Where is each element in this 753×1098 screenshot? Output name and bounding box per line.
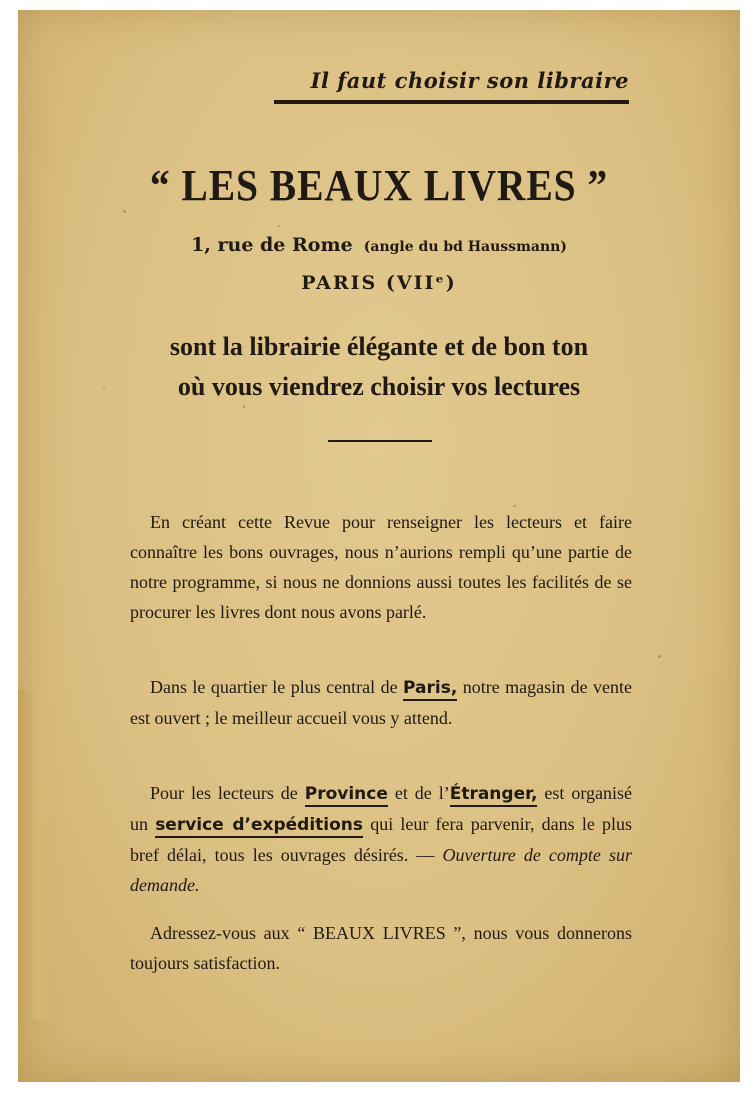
- torn-edge: [18, 690, 52, 1020]
- paragraph-store: [130, 672, 632, 733]
- highlight-service: service d’expéditions: [155, 815, 363, 838]
- paper-speck: [658, 655, 661, 658]
- header-tagline: Il faut choisir son libraire: [310, 68, 629, 93]
- document-page: [18, 10, 740, 1082]
- highlight-etranger: Étranger,: [450, 784, 538, 807]
- paragraph-text: et de l’: [387, 783, 450, 803]
- paragraph-text: Pour les lecteurs de: [150, 783, 305, 803]
- page-title: “ LES BEAUX LIVRES ”: [149, 161, 609, 210]
- address-note: (angle du bd Haussmann): [363, 239, 567, 255]
- header-underline: [274, 100, 629, 104]
- paper-speck: [123, 210, 126, 213]
- paragraph-text: notre magasin de vente est ouvert ; le meilleur accueil vous y attend.: [130, 677, 632, 728]
- paper-speck: [243, 405, 245, 408]
- highlight-paris: Paris,: [403, 678, 457, 701]
- paragraph-text: Dans le quartier le plus central de: [150, 677, 404, 697]
- section-divider: [328, 440, 432, 442]
- tagline-line-2: où vous viendrez choisir vos lectures: [177, 372, 581, 401]
- paper-speck: [103, 388, 105, 390]
- highlight-province: Province: [305, 784, 388, 807]
- paragraph-intro: En créant cette Revue pour renseigner les lecteurs et faire connaître les bons ouvrages, nous n’aurions rempli qu’une partie de notre programme, si nous ne donnions aussi toutes les facilités de se procurer les livres dont nous avons parlé.: [130, 512, 632, 622]
- italic-note: Ouverture de compte sur demande.: [130, 845, 632, 895]
- city-line: PARIS (VIIᵉ): [301, 272, 457, 294]
- address-line: [18, 234, 740, 256]
- street-address: 1, rue de Rome: [191, 234, 353, 256]
- paragraph-shipping: [130, 778, 632, 900]
- paragraph-closing: Adressez-vous aux “ BEAUX LIVRES ”, nous vous donnerons toujours satisfaction.: [130, 923, 632, 973]
- paper-speck: [278, 225, 280, 227]
- paragraph-text: est organisé un: [130, 783, 632, 834]
- tagline-line-1: sont la librairie élégante et de bon ton: [169, 332, 589, 361]
- paper-speck: [513, 505, 516, 507]
- paragraph-text: qui leur fera parvenir, dans le plus bref délai, tous les ouvrages désirés. —: [130, 814, 632, 865]
